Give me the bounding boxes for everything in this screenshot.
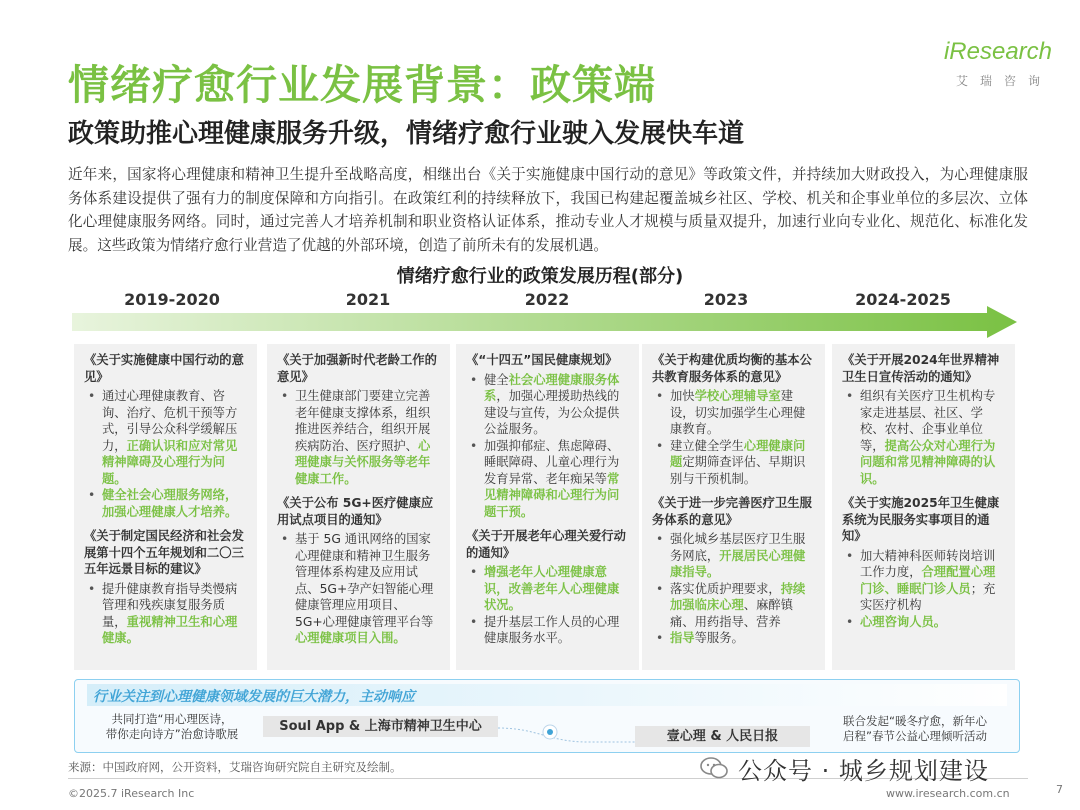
copyright: ©2025.7 iResearch Inc [68,787,195,800]
band-right-line: 启程”春节公益心理倾听活动 [843,729,987,743]
partner-soul-label: Soul App & 上海市精神卫生中心 [263,716,498,737]
highlight-text: 重视精神卫生和心理健康。 [102,614,238,645]
policy-point [652,388,817,438]
highlight-text: 常见精神障碍和心理行为问题干预。 [484,471,620,519]
policy-points [84,581,249,647]
band-left-line: 共同打造“用心理医诗， [111,712,233,726]
policy-points [277,531,442,647]
timeline-column-2021 [267,344,450,670]
industry-response-band [74,679,1020,753]
year-label: 2021 [345,290,391,309]
timeline-column-2023 [642,344,825,670]
policy-point [466,564,631,614]
wechat-icon [700,757,728,779]
band-left-line: 带你走向诗方”治愈诗歌展 [105,727,239,741]
highlight-text: 指导 [670,631,695,645]
policy-document-title: 《关于进一步完善医疗卫生服务体系的意见》 [652,496,812,527]
policy-points [84,388,249,520]
point-text: 加快 [670,389,695,403]
policy-point [466,438,631,521]
band-title: 行业关注到心理健康领域发展的巨大潜力，主动响应 [93,689,415,705]
timeline-column-2024-2025 [832,344,1015,670]
highlight-text: 学校心理辅导室 [694,389,781,403]
policy-point [652,438,817,488]
policy-points [652,531,817,647]
timeline-arrow [72,306,1017,338]
point-text: 加强抑郁症、焦虑障碍、睡眠障碍、儿童心理行为发育异常、老年痴呆等 [484,438,620,486]
point-text: ；充实医疗机构 [860,581,996,612]
page-title: 情绪疗愈行业发展背景：政策端 [68,61,656,109]
page-number: 7 [1056,783,1063,796]
policy-document-title: 《关于开展2024年世界精神卫生日宣传活动的通知》 [842,353,1000,384]
policy-points [466,372,631,521]
highlight-text: 合理配置心理门诊、睡眠门诊人员 [860,565,996,596]
policy-document-title: 《“十四五”国民健康规划》 [466,353,618,367]
logo-wordmark: iResearch [943,38,1052,65]
partner-xinli-label: 壹心理 & 人民日报 [635,726,810,747]
policy-point [652,531,817,581]
policy-document-title: 《关于制定国民经济和社会发展第十四个五年规划和二〇三五年远景目标的建议》 [84,529,244,576]
connector-curve [498,714,635,748]
year-label: 2019-2020 [124,290,220,309]
policy-point [842,548,1007,614]
highlight-text: 持续加强临床心理 [670,581,806,612]
wechat-watermark [700,751,1040,785]
timeline-column-2022 [456,344,639,670]
website-link[interactable]: www.iresearch.com.cn [886,787,1010,800]
policy-point [84,487,249,520]
watermark-text: 公众号 · 城乡规划建设 [738,757,989,785]
highlight-text: 增强老年人心理健康意识，改善老年人心理健康状况。 [484,565,620,612]
highlight-text: 心理健康与关怀服务等老年健康工作。 [295,438,431,486]
logo-subtitle: 艾瑞咨询 [955,74,1052,88]
point-text: 建设，切实加强学生心理健康教育。 [670,389,806,436]
policy-point [842,388,1007,487]
policy-point [652,581,817,631]
policy-document-title: 《关于加强新时代老龄工作的意见》 [277,353,437,384]
point-text: 提升基层工作人员的心理健康服务水平。 [484,614,620,645]
policy-point [277,388,442,487]
highlight-text: 心理咨询人员。 [860,614,947,629]
source-note: 来源：中国政府网，公开资料，艾瑞咨询研究院自主研究及绘制。 [68,760,402,774]
band-header [87,684,1007,706]
point-text: 强化城乡基层医疗卫生服务网底， [670,532,806,563]
policy-point [652,630,817,647]
spring-listening-text [815,714,1015,744]
band-right-line: 联合发起“暖冬疗愈，新年心 [843,714,987,728]
point-text: 通过心理健康教育、咨询、治疗、危机干预等方式，引导公众科学缓解压力， [102,389,238,453]
page-subtitle: 政策助推心理健康服务升级，情绪疗愈行业驶入发展快车道 [68,119,745,149]
highlight-text: 心理健康问题 [670,438,806,469]
point-text: 提升健康教育指导类慢病管理和残疾康复服务质量， [102,581,238,629]
highlight-text: 开展居民心理健康指导。 [670,548,806,579]
policy-document-title: 《关于公布 5G+医疗健康应用试点项目的通知》 [277,496,434,527]
highlight-text: 提高公众对心理行为问题和常见精神障碍的认识。 [860,438,996,486]
point-text: 、麻醉镇痛、用药指导、营养 [670,598,793,629]
policy-document-title: 《关于实施健康中国行动的意见》 [84,353,244,384]
policy-document-title: 《关于开展老年心理关爱行动的通知》 [466,529,626,560]
poetry-exhibition-text [87,712,257,742]
policy-points [842,548,1007,631]
point-text: 落实优质护理要求， [670,581,781,596]
point-text: 组织有关医疗卫生机构专家走进基层、社区、学校、农村、企事业单位等， [860,389,996,453]
policy-point [466,372,631,438]
policy-point [84,388,249,487]
policy-points [842,388,1007,487]
highlight-text: 健全社会心理服务网络，加强心理健康人才培养。 [102,488,238,519]
policy-points [652,388,817,487]
policy-point [84,581,249,647]
policy-document-title: 《关于实施2025年卫生健康系统为民服务实事项目的通知》 [842,496,1000,543]
point-text: 基于 5G 通讯网络的国家心理健康和精神卫生服务管理体系构建及应用试点、5G+孕产妇智能心理健康管理应用项目、5G+心理健康管理平台等 [295,532,434,629]
intro-paragraph: 近年来，国家将心理健康和精神卫生提升至战略高度，相继出台《关于实施健康中国行动的意见》等政策文件，并持续加大财政投入，为心理健康服务体系建设提供了强有力的制度保障和方向指引。在政策红利的持续释放下，我国已构建起覆盖城乡社区、学校、机关和企事业单位的多层次、立体化心理健康服务网络。同时，通过完善人才培养机制和职业资格认证体系，推动专业人才规模与质量双提升，加速行业向专业化、规范化、标准化发展。这些政策为情绪疗愈行业营造了优越的外部环境，创造了前所未有的发展机遇。 [68,166,1028,254]
policy-document-title: 《关于构建优质均衡的基本公共教育服务体系的意见》 [652,353,812,384]
year-label: 2023 [703,290,749,309]
policy-point [842,614,1007,631]
point-text: 加大精神科医师转岗培训工作力度， [860,548,996,579]
highlight-text: 社会心理健康服务体系 [484,372,620,403]
point-text: 健全 [484,372,509,387]
timeline-column-2019-2020 [74,344,257,670]
year-label: 2022 [524,290,570,309]
highlight-text: 心理健康项目入围。 [295,631,406,645]
point-text: ，加强心理援助热线的建设与宣传，为公众提供公益服务。 [484,389,620,436]
policy-points [466,564,631,647]
point-text: 等服务。 [694,631,744,645]
policy-point [277,531,442,647]
point-text: 建立健全学生 [670,438,744,453]
year-label: 2024-2025 [855,290,951,309]
point-text: 卫生健康部门要建立完善老年健康支撑体系，组织推进医养结合，组织开展疾病防治、医疗照护、 [295,389,431,453]
point-text: 定期筛查评估、早期识别与干预机制。 [670,455,806,486]
iresearch-logo [924,38,1054,94]
policy-points [277,388,442,487]
policy-point [466,614,631,647]
timeline-title: 情绪疗愈行业的政策发展历程(部分) [396,266,684,287]
highlight-text: 正确认识和应对常见精神障碍及心理行为问题。 [102,438,238,486]
